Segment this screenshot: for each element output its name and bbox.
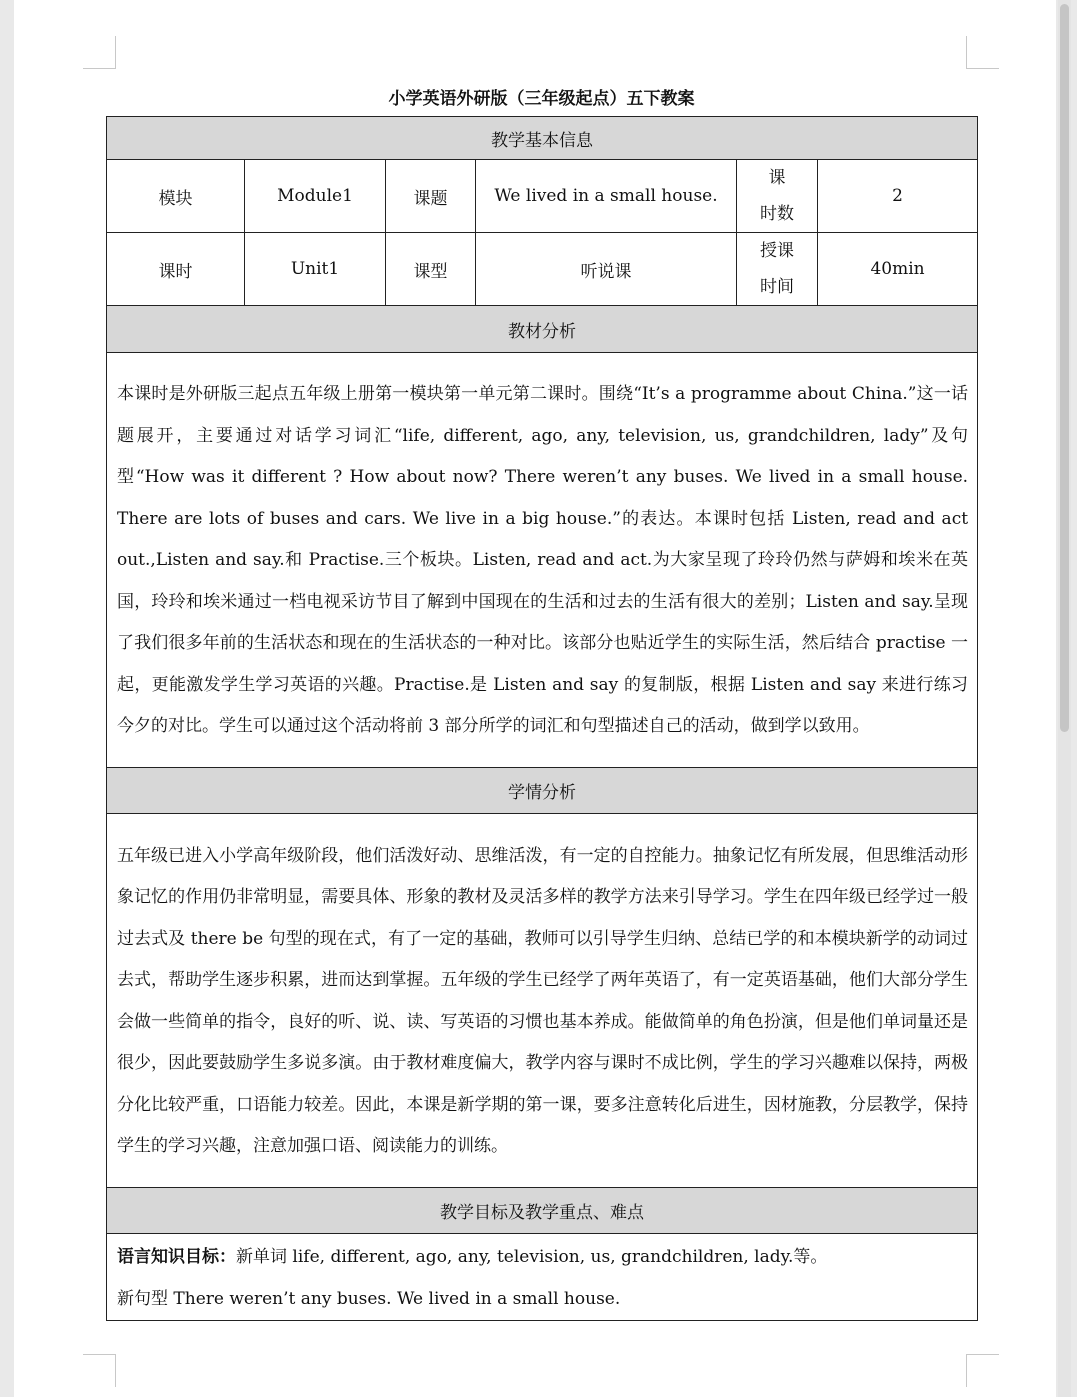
topic-value: We lived in a small house. [476, 160, 737, 233]
periods-value: 2 [818, 160, 978, 233]
section-header-basic-info: 教学基本信息 [107, 117, 978, 160]
sentence-objective-line: 新句型 There weren’t any buses. We lived in a small house. [117, 1289, 621, 1309]
lesson-plan-table [106, 116, 978, 1321]
knowledge-objective-label: 语言知识目标： [117, 1247, 236, 1267]
type-value: 听说课 [476, 233, 737, 306]
section-header-student-analysis: 学情分析 [107, 768, 978, 814]
student-analysis-text: 五年级已进入小学高年级阶段，他们活泼好动、思维活泼，有一定的自控能力。抽象记忆有所发展，但思维活动形象记忆的作用仍非常明显，需要具体、形象的教材及灵活多样的教学方法来引导学习。学生在四年级已经学过一般过去式及 there be 句型的现在式，有了一定的基础，教师可以引导学生归纳、总结已学的和本模块新学的动词过去式，帮助学生逐步积累，进而达到掌握。五年级的学生已经学了两年英语了，有一定英语基础，他们大部分学生会做一些简单的指令，良好的听、说、读、写英语的习惯也基本养成。能做简单的角色扮演，但是他们单词量还是很少，因此要鼓励学生多说多演。由于教材难度偏大，教学内容与课时不成比例，学生的学习兴趣难以保持，两极分化比较严重，口语能力较差。因此，本课是新学期的第一课，要多注意转化后进生，因材施教，分层教学，保持学生的学习兴趣，注意加强口语、阅读能力的训练。 [107, 814, 978, 1188]
time-label-line2: 时间 [760, 277, 794, 297]
knowledge-objective-text: 新单词 life, different, ago, any, television, us, grandchildren, lady.等。 [236, 1247, 828, 1267]
module-label: 模块 [107, 160, 245, 233]
knowledge-objective-line [117, 1236, 968, 1278]
time-label [737, 233, 818, 306]
material-analysis-text: 本课时是外研版三起点五年级上册第一模块第一单元第二课时。围绕“It’s a programme about China.”这一话题展开，主要通过对话学习词汇“life, different, ago, any, television, us, grandchildren, lady”及句型“How was it different ? How about now? There weren’t any buses. We lived in a small house. There are lots of buses and cars. We live in a big house.”的表达。本课时包括 Listen, read and act out.,Listen and say.和 Practise.三个板块。Listen, read and act.为大家呈现了玲玲仍然与萨姆和埃米在英国，玲玲和埃米通过一档电视采访节目了解到中国现在的生活和过去的生活有很大的差别；Listen and say.呈现了我们很多年前的生活状态和现在的生活状态的一种对比。该部分也贴近学生的实际生活，然后结合 practise 一起，更能激发学生学习英语的兴趣。Practise.是 Listen and say 的复制版，根据 Listen and say 来进行练习今夕的对比。学生可以通过这个活动将前 3 部分所学的词汇和句型描述自己的活动，做到学以致用。 [107, 353, 978, 768]
crop-mark-top-left [83, 36, 116, 69]
scrollbar-thumb[interactable] [1060, 4, 1069, 732]
crop-mark-bottom-left [83, 1354, 116, 1387]
period-label: 课时 [107, 233, 245, 306]
periods-label-line2: 时数 [760, 204, 794, 224]
periods-label [737, 160, 818, 233]
type-label: 课型 [386, 233, 476, 306]
crop-mark-bottom-right [966, 1354, 999, 1387]
crop-mark-top-right [966, 36, 999, 69]
periods-label-line1: 课 [768, 168, 786, 188]
objectives-content [107, 1234, 978, 1321]
module-value: Module1 [245, 160, 386, 233]
time-value: 40min [818, 233, 978, 306]
period-value: Unit1 [245, 233, 386, 306]
time-label-line1: 授课 [760, 241, 794, 261]
document-title: 小学英语外研版（三年级起点）五下教案 [388, 89, 695, 109]
topic-label: 课题 [386, 160, 476, 233]
section-header-objectives: 教学目标及教学重点、难点 [107, 1188, 978, 1234]
section-header-material-analysis: 教材分析 [107, 306, 978, 353]
